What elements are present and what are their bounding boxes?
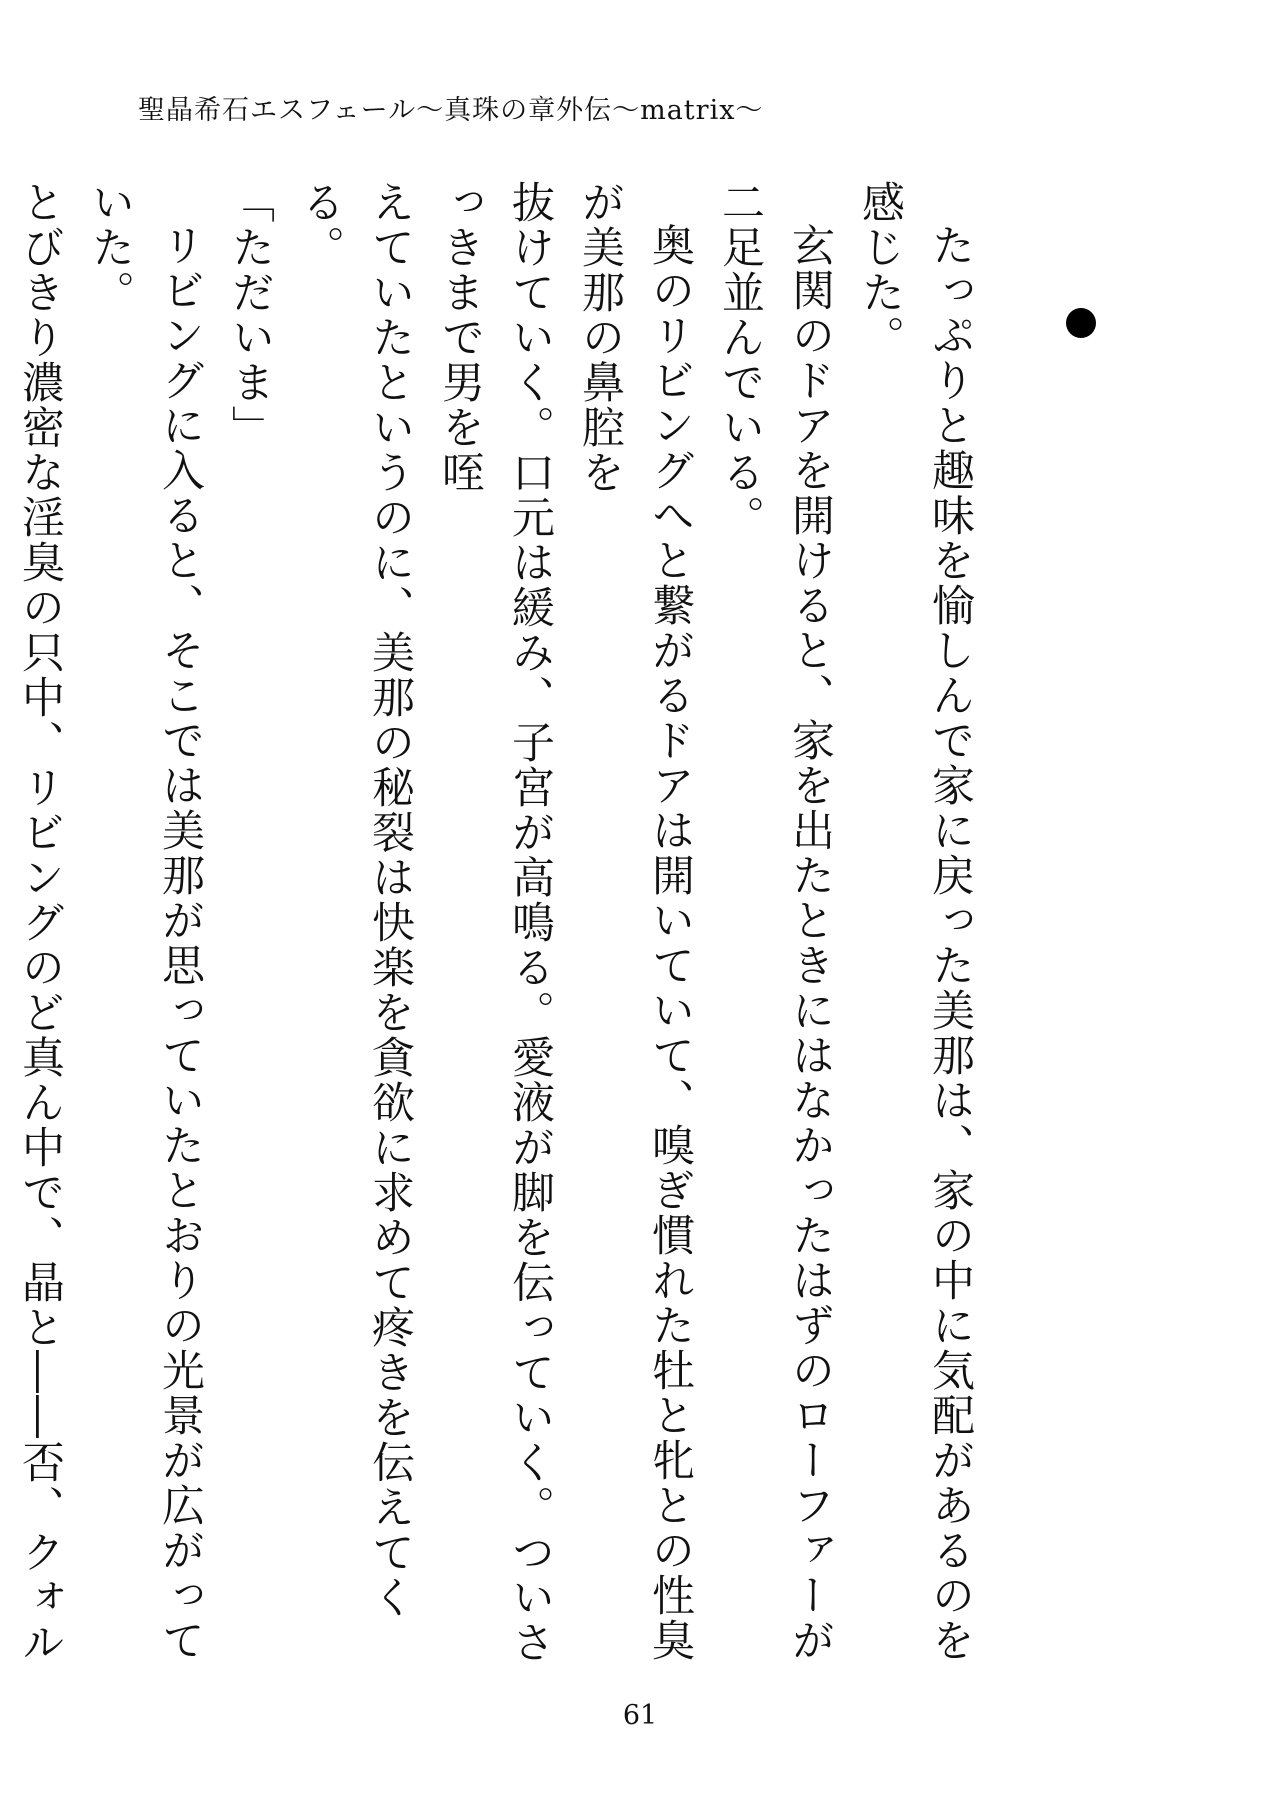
text-column: リビングに入ると、そこでは美那が思っていたとおりの光景が広がっていた。 [85, 180, 205, 1663]
text-column: たっぷりと趣味を愉しんで家に戻った美那は、家の中に気配があるのを感じた。 [855, 180, 975, 1663]
text-column: 「ただいま」 [225, 180, 275, 450]
section-break-dot [1066, 308, 1096, 338]
text-column: 抜けていく。口元は緩み、子宮が高鳴る。愛液が脚を伝っていく。ついさっきまで男を咥 [435, 180, 555, 1665]
text-column: 玄関のドアを開けると、家を出たときにはなかったはずのローファーが二足並んでいる。 [715, 180, 835, 1663]
running-header: 聖晶希石エスフェール～真珠の章外伝～matrix～ [138, 95, 764, 126]
body-text [15, 180, 985, 1670]
text-column: えていたというのに、美那の秘裂は快楽を貪欲に求めて疼きを伝えてくる。 [295, 180, 415, 1620]
page-number: 61 [622, 1700, 658, 1731]
text-column: とびきり濃密な淫臭の只中、リビングのど真ん中で、晶と――否、クォル [15, 180, 65, 1665]
text-column: 奥のリビングへと繋がるドアは開いていて、嗅ぎ慣れた牡と牝との性臭が美那の鼻腔を [575, 180, 695, 1663]
